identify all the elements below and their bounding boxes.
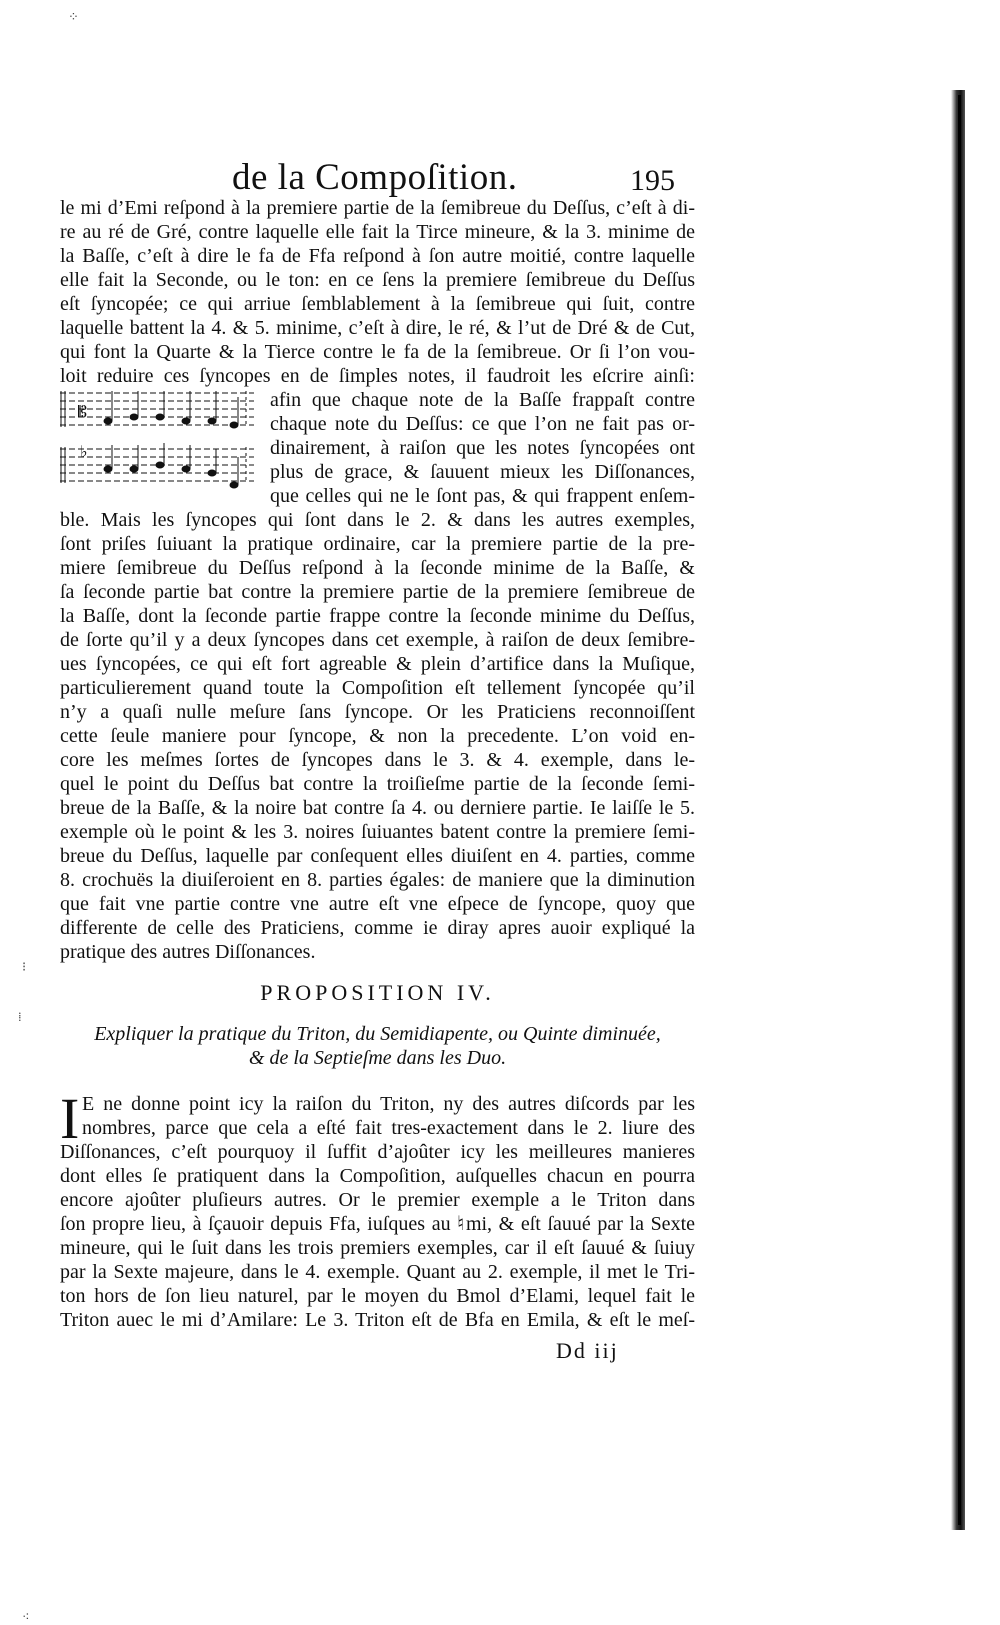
text-line: particulierement quand toute la Compoſition eſt tellement ſyncopée qu’il <box>60 677 695 699</box>
margin-speck: ⁞ <box>18 1009 22 1024</box>
text-line: loit reduire ces ſyncopes en de ſimples notes, il faudroit les eſcrire ainſi: <box>60 365 695 387</box>
text-line: dinairement, à raiſon que les notes ſyncopées ont <box>270 437 695 459</box>
text-line: ſa ſeconde partie bat contre la premiere partie de la premiere ſemibreue de <box>60 581 695 603</box>
text-line: ues ſyncopées, ce qui eſt fort agreable & plein d’artifice dans la Muſique, <box>60 653 695 675</box>
text-line: differente de celle des Praticiens, comme ie diray apres auoir expliqué la <box>60 917 695 939</box>
proposition-title: & de la Septieſme dans les Duo. <box>248 1047 507 1069</box>
text-line: eſt ſyncopée; ce qui arriue ſemblablement à la ſemibreue qui ſuit, contre <box>60 293 695 315</box>
text-line: core les meſmes ſortes de ſyncopes dans le 3. & 4. exemple, dans le- <box>60 749 695 771</box>
text-line: plus de grace, & ſauuent mieux les Diſſonances, <box>270 461 695 483</box>
running-title: de la Compoſition. <box>232 157 518 198</box>
text-line: chaque note du Deſſus: ce que l’on ne fait pas or- <box>270 413 695 435</box>
text-line: breue du Deſſus, laquelle par conſequent elles diuiſent en 4. parties, comme <box>60 845 695 867</box>
text-line: que celles qui ne le ſont pas, & qui frappent enſem- <box>270 485 695 507</box>
text-line: la Baſſe, c’eſt à dire le fa de Ffa reſpond à ſon autre moitié, contre laquelle <box>60 245 695 267</box>
music-staff-example <box>58 387 258 497</box>
text-line: ton hors de ſon lieu naturel, par le moyen du Bmol d’Elami, lequel fait le <box>60 1285 695 1307</box>
text-line: 8. crochuës la diuiſeroient en 8. parties égales: de maniere que la diminution <box>60 869 695 891</box>
text-line: elle fait la Seconde, ou le ton: en ce ſens la premiere ſemibreue du Deſſus <box>60 269 695 291</box>
text-line: que fait vne partie contre vne autre eſt vne eſpece de ſyncope, quoy que <box>60 893 695 915</box>
text-line: mineure, qui le ſuit dans les trois premiers exemples, car il eſt ſauué & ſuiuy <box>60 1237 695 1259</box>
text-line: quel le point du Deſſus bat contre la troiſieſme partie de la ſeconde ſemi- <box>60 773 695 795</box>
proposition-title: Expliquer la pratique du Triton, du Semidiapente, ou Quinte diminuée, <box>94 1023 661 1045</box>
text-line: le mi d’Emi reſpond à la premiere partie de la ſemibreue du Deſſus, c’eſt à di- <box>60 197 695 219</box>
text-line: qui font la Quarte & la Tierce contre le fa de la ſemibreue. Or ſi l’on vou- <box>60 341 695 363</box>
signature-mark: Dd iij <box>556 1338 619 1363</box>
text-line: miere ſemibreue du Deſſus reſpond à la ſeconde minime de la Baſſe, & <box>60 557 695 579</box>
text-line: la Baſſe, dont la ſeconde partie frappe contre la ſeconde minime du Deſſus, <box>60 605 695 627</box>
text-line: re au ré de Gré, contre laquelle elle fait la Tirce mineure, & la 3. minime de <box>60 221 695 243</box>
text-line: nombres, parce que cela a eſté fait tres-exactement dans le 2. liure des <box>82 1117 695 1139</box>
text-line: par la Sexte majeure, dans le 4. exemple. Quant au 2. exemple, il met le Tri- <box>60 1261 695 1283</box>
margin-speck: ⁝ <box>22 959 27 974</box>
text-line: ſon propre lieu, à ſçauoir depuis Ffa, iuſques au ♮mi, & eſt ſauué par la Sexte <box>60 1213 695 1235</box>
text-line: cette ſeule maniere pour ſyncope, & non la precedente. L’on void en- <box>60 725 695 747</box>
text-line: breue de la Baſſe, & la noire bat contre ſa 4. ou derniere partie. Ie laiſſe le 5. <box>60 797 695 819</box>
binding-edge-line <box>958 95 961 1525</box>
svg-text:𝄡: 𝄡 <box>78 402 87 421</box>
text-line: dont elles ſe pratiquent dans la Compoſition, auſquelles chacun en pourra <box>60 1165 695 1187</box>
text-line: afin que chaque note de la Baſſe frappaſt contre <box>270 389 695 411</box>
text-line: pratique des autres Diſſonances. <box>60 941 316 963</box>
text-line: Diſſonances, c’eſt pourquoy il ſuffit d’ajoûter icy les meilleures manieres <box>60 1141 695 1163</box>
svg-text:♭: ♭ <box>80 442 88 461</box>
text-line: ſont priſes ſuiuant la pratique ordinaire, car la premiere partie de la pre- <box>60 533 695 555</box>
margin-speck: ⁖ <box>22 1609 30 1624</box>
text-line: ble. Mais les ſyncopes qui ſont dans le 2. & dans les autres exemples, <box>60 509 695 531</box>
text-line: E ne donne point icy la raiſon du Triton, ny des autres diſcords par les <box>82 1093 695 1115</box>
text-line: n’y a quaſi nulle meſure ſans ſyncope. Or les Praticiens reconnoiſſent <box>60 701 695 723</box>
text-line: Triton auec le mi d’Amilare: Le 3. Triton eſt de Bfa en Emila, & eſt le meſ- <box>60 1309 695 1331</box>
text-line: encore ajoûter pluſieurs autres. Or le premier exemple a le Triton dans <box>60 1189 695 1211</box>
drop-cap: I <box>60 1086 80 1151</box>
text-line: de ſorte qu’il y a deux ſyncopes dans cet exemple, à raiſon de deux ſemibre- <box>60 629 695 651</box>
page-number: 195 <box>630 164 675 197</box>
proposition-heading: PROPOSITION IV. <box>260 980 495 1005</box>
text-line: exemple où le point & les 3. noires ſuiuantes batent contre la premiere ſemi- <box>60 821 695 843</box>
text-line: laquelle battent la 4. & 5. minime, c’eſt à dire, le ré, & l’ut de Dré & de Cut, <box>60 317 695 339</box>
margin-speck: ⁘ <box>68 9 79 24</box>
